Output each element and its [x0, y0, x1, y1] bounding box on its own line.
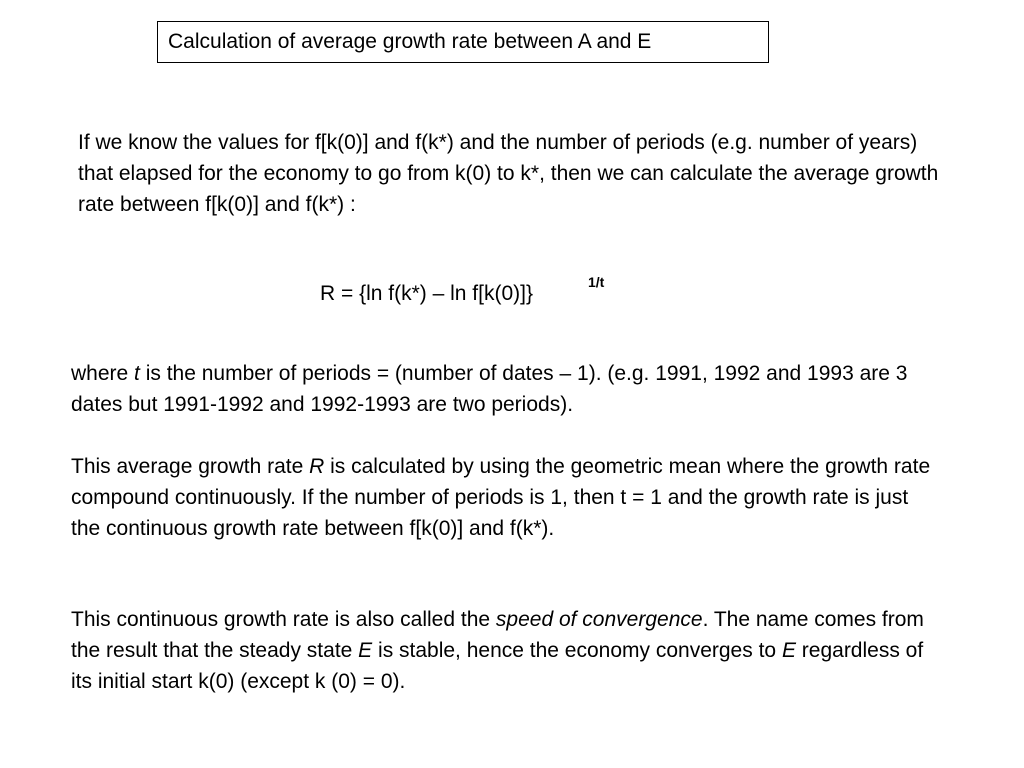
- slide-title: [157, 21, 769, 63]
- para3-variable-e-2: E: [781, 639, 796, 662]
- speed-of-convergence-paragraph: [71, 604, 941, 697]
- para1-text-1: where: [71, 362, 135, 385]
- para1-variable-t: t: [134, 362, 140, 385]
- growth-rate-formula: [320, 274, 605, 308]
- geometric-mean-paragraph: [71, 451, 941, 544]
- para2-text-2: is calculated by using the geometric mean where the growth rate compound continuously. If the number of periods is 1, then t = 1 and the growth rate is just the continuous growth rate between f[k(0)] and f(k*).: [71, 455, 931, 540]
- formula-exponent: 1/t: [588, 274, 605, 290]
- para3-text-2: . The name comes from the result that the steady state: [71, 608, 924, 662]
- para3-text-1: This continuous growth rate is also called the: [71, 608, 496, 631]
- periods-definition-paragraph: [71, 358, 941, 420]
- para3-variable-e-1: E: [358, 639, 373, 662]
- para3-term-speed: speed of convergence: [495, 608, 703, 631]
- para3-text-4: regardless of its initial start k(0) (except k (0) = 0).: [71, 639, 924, 693]
- para2-variable-r: R: [309, 455, 325, 478]
- para2-text-1: This average growth rate: [71, 455, 310, 478]
- slide-title-text: Calculation of average growth rate between A and E: [168, 30, 652, 53]
- intro-paragraph: If we know the values for f[k(0)] and f(k*) and the number of periods (e.g. number of years) that elapsed for the economy to go from k(0) to k*, then we can calculate the average growth rate between f[k(0)] and f(k*) :: [78, 131, 939, 216]
- para3-text-3: is stable, hence the economy converges to: [372, 639, 782, 662]
- para1-text-2: is the number of periods = (number of dates – 1). (e.g. 1991, 1992 and 1993 are 3 dates but 1991-1992 and 1992-1993 are two periods).: [71, 362, 908, 416]
- formula-main: R = {ln f(k*) – ln f[k(0)]}: [320, 282, 533, 305]
